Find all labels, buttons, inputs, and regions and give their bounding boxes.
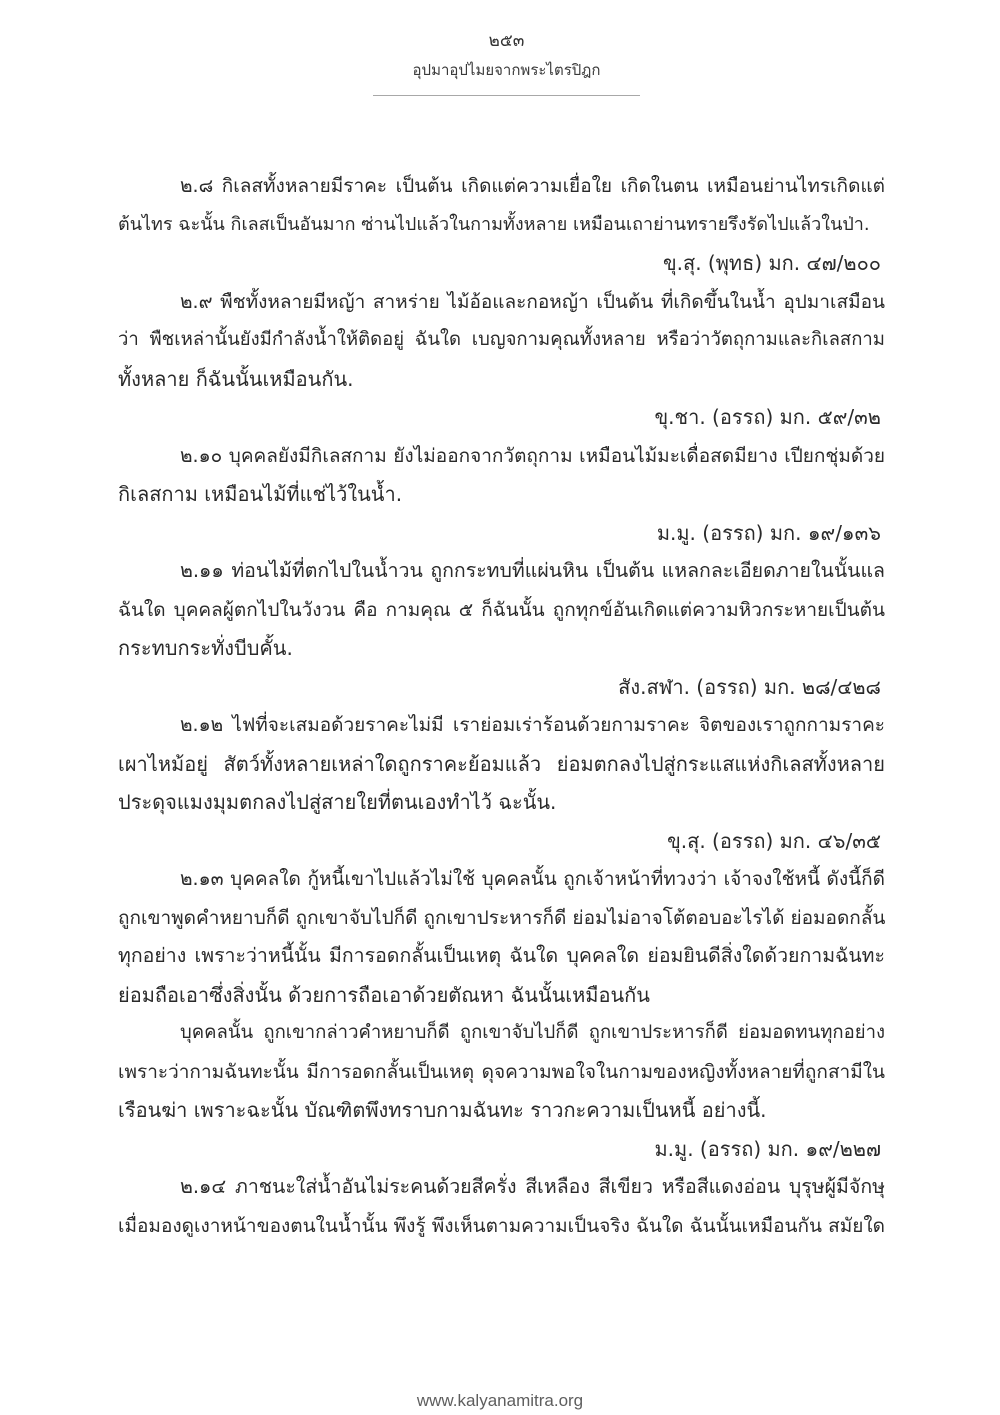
document-body: [118, 167, 885, 1245]
text-line: ๒.๙ พืชทั้งหลายมีหญ้า สาหร่าย ไม้อ้อและกอหญ้า เป็นต้น ที่เกิดขึ้นในน้ำ อุปมาเสมือน: [180, 290, 885, 313]
text-line: ว่า พืชเหล่านั้นยังมีกำลังน้ำให้ติดอยู่ ฉันใด เบญจกามคุณทั้งหลาย หรือว่าวัตถุกามและกิเลสกาม: [118, 329, 885, 350]
source-reference: ม.มู. (อรรถ) มก. ๑๙/๒๒๗: [654, 1136, 881, 1161]
text-line: บุคคลนั้น ถูกเขากล่าวคำหยาบก็ดี ถูกเขาจับไปก็ดี ถูกเขาประหารก็ดี ย่อมอดทนทุกอย่าง: [180, 1022, 885, 1043]
section-2-13: [118, 860, 885, 1168]
source-reference: ขุ.ชา. (อรรถ) มก. ๕๙/๓๒: [654, 405, 881, 429]
text-line: เพราะว่ากามฉันทะนั้น มีการอดกลั้นเป็นเหตุ ดุจความพอใจในกามของหญิงทั้งหลายที่ถูกสามีใน: [118, 1060, 885, 1083]
text-line: ประดุจแมงมุมตกลงไปสู่สายใยที่ตนเองทำไว้ ฉะนั้น.: [118, 790, 557, 814]
source-reference: ม.มู. (อรรถ) มก. ๑๙/๑๓๖: [656, 520, 881, 545]
text-line: ถูกเขาพูดคำหยาบก็ดี ถูกเขาจับไปก็ดี ถูกเขาประหารก็ดี ย่อมไม่อาจโต้ตอบอะไรได้ ย่อมอดกลั้น: [118, 906, 885, 929]
section-2-11: [118, 552, 885, 706]
text-line: ต้นไทร ฉะนั้น กิเลสเป็นอันมาก ซ่านไปแล้วในกามทั้งหลาย เหมือนเถาย่านทรายรึงรัดไปแล้วในป่า.: [118, 213, 870, 235]
running-title: อุปมาอุปไมยจากพระไตรปิฎก: [412, 61, 601, 79]
page-number: ๒๕๓: [488, 31, 525, 51]
header-rule: [373, 95, 640, 96]
text-line: ทั้งหลาย ก็ฉันนั้นเหมือนกัน.: [118, 366, 354, 391]
section-2-12: [118, 706, 885, 860]
text-line: ๒.๑๔ ภาชนะใส่น้ำอันไม่ระคนด้วยสีครั่ง สีเหลือง สีเขียว หรือสีแดงอ่อน บุรุษผู้มีจักษุ: [180, 1175, 885, 1198]
text-line: กิเลสกาม เหมือนไม้ที่แช่ไว้ในน้ำ.: [118, 482, 403, 506]
text-line: ย่อมถือเอาซึ่งสิ่งนั้น ด้วยการถือเอาด้วยตัณหา ฉันนั้นเหมือนกัน: [118, 982, 650, 1007]
section-2-9: [118, 283, 885, 437]
text-line: กระทบกระทั่งบีบคั้น.: [118, 636, 293, 660]
text-line: เมื่อมองดูเงาหน้าของตนในน้ำนั้น พึงรู้ พึงเห็นตามความเป็นจริง ฉันใด ฉันนั้นเหมือนกัน สมัยใด: [118, 1214, 885, 1237]
text-line: ๒.๑๐ บุคคลยังมีกิเลสกาม ยังไม่ออกจากวัตถุกาม เหมือนไม้มะเดื่อสดมียาง เปียกชุ่มด้วย: [180, 444, 885, 467]
section-2-10: [118, 437, 885, 553]
source-reference: สัง.สฬา. (อรรถ) มก. ๒๘/๔๒๘: [618, 674, 881, 699]
source-reference: ขุ.สุ. (พุทธ) มก. ๔๗/๒๐๐: [662, 251, 881, 275]
text-line: ๒.๘ กิเลสทั้งหลายมีราคะ เป็นต้น เกิดแต่ความเยื่อใย เกิดในตน เหมือนย่านไทรเกิดแต่: [180, 175, 885, 197]
section-2-14: [118, 1168, 885, 1245]
page-header: [373, 30, 640, 80]
text-line: เผาไหม้อยู่ สัตว์ทั้งหลายเหล่าใดถูกราคะย้อมแล้ว ย่อมตกลงไปสู่กระแสแห่งกิเลสทั้งหลาย: [118, 751, 885, 776]
text-line: ทุกอย่าง เพราะว่าหนี้นั้น มีการอดกลั้นเป็นเหตุ ฉันใด บุคคลใด ย่อมยินดีสิ่งใดด้วยกามฉันทะ: [118, 944, 885, 967]
footer-website: www.kalyanamitra.org: [416, 1391, 584, 1410]
source-reference: ขุ.สุ. (อรรถ) มก. ๔๖/๓๕: [667, 828, 881, 853]
text-line: ๒.๑๒ ไฟที่จะเสมอด้วยราคะไม่มี เราย่อมเร่าร้อนด้วยกามราคะ จิตของเราถูกกามราคะ: [180, 714, 885, 736]
text-line: ๒.๑๓ บุคคลใด กู้หนี้เขาไปแล้วไม่ใช้ บุคคลนั้น ถูกเจ้าหน้าที่ทวงว่า เจ้าจงใช้หนี้ ดังนี้ก็ดี: [180, 868, 885, 890]
text-line: ฉันใด บุคคลผู้ตกไปในวังวน คือ กามคุณ ๕ ก็ฉันนั้น ถูกทุกข์อันเกิดแต่ความหิวกระหายเป็นต้น: [118, 598, 885, 621]
section-2-8: [118, 167, 885, 283]
text-line: เรือนฆ่า เพราะฉะนั้น บัณฑิตพึงทราบกามฉันทะ ราวกะความเป็นหนี้ อย่างนี้.: [118, 1098, 767, 1122]
text-line: ๒.๑๑ ท่อนไม้ที่ตกไปในน้ำวน ถูกกระทบที่แผ่นหิน เป็นต้น แหลกละเอียดภายในนั้นแล: [180, 559, 885, 582]
